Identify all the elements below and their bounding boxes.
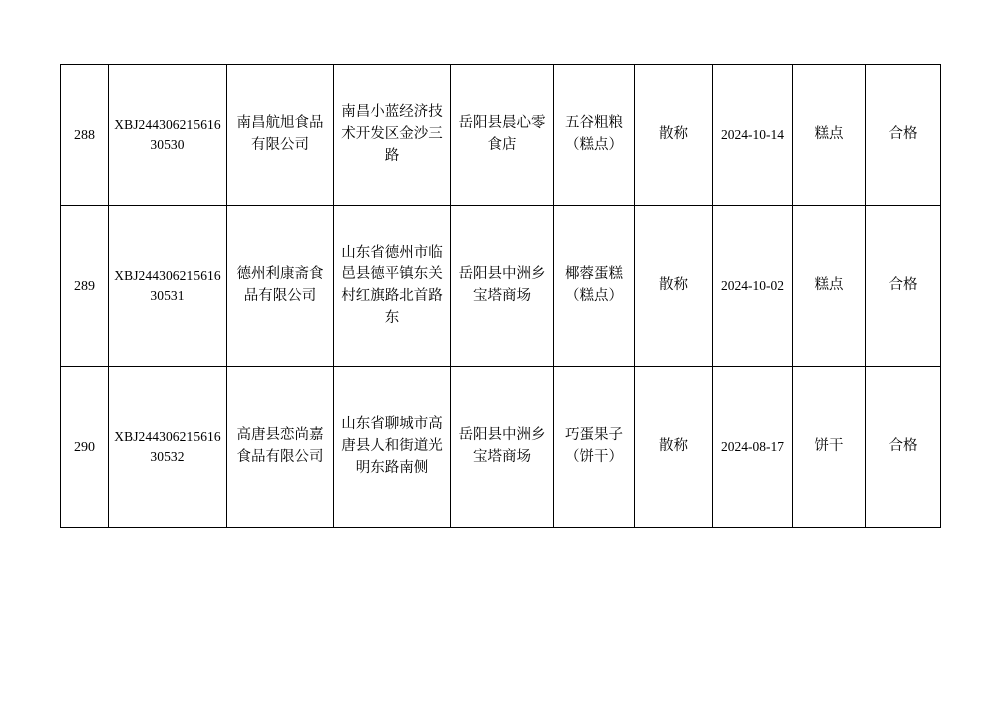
table-row [61, 367, 941, 528]
cell-spec: 散称 [635, 206, 713, 367]
cell-sample-name: 椰蓉蛋糕（糕点） [554, 206, 635, 367]
cell-spec: 散称 [635, 367, 713, 528]
cell-conclusion: 合格 [866, 206, 941, 367]
cell-date: 2024-10-14 [713, 65, 793, 206]
cell-category: 糕点 [793, 206, 866, 367]
cell-sample-no: XBJ24430621561630531 [109, 206, 227, 367]
cell-date: 2024-08-17 [713, 367, 793, 528]
cell-index: 288 [61, 65, 109, 206]
cell-unit-address: 山东省德州市临邑县德平镇东关村红旗路北首路东 [334, 206, 451, 367]
table-row [61, 65, 941, 206]
cell-sample-no: XBJ24430621561630532 [109, 367, 227, 528]
table-row [61, 206, 941, 367]
cell-sample-no: XBJ24430621561630530 [109, 65, 227, 206]
cell-spec: 散称 [635, 65, 713, 206]
cell-conclusion: 合格 [866, 367, 941, 528]
cell-unit-name: 南昌航旭食品有限公司 [227, 65, 334, 206]
cell-sample-name: 五谷粗粮（糕点） [554, 65, 635, 206]
cell-index: 290 [61, 367, 109, 528]
cell-producer: 岳阳县中洲乡宝塔商场 [451, 367, 554, 528]
inspection-results-table [60, 64, 941, 528]
cell-category: 饼干 [793, 367, 866, 528]
table-container [60, 64, 940, 528]
cell-producer: 岳阳县中洲乡宝塔商场 [451, 206, 554, 367]
cell-category: 糕点 [793, 65, 866, 206]
cell-producer: 岳阳县晨心零食店 [451, 65, 554, 206]
cell-unit-address: 南昌小蓝经济技术开发区金沙三路 [334, 65, 451, 206]
cell-unit-name: 高唐县恋尚嘉食品有限公司 [227, 367, 334, 528]
cell-unit-address: 山东省聊城市高唐县人和街道光明东路南侧 [334, 367, 451, 528]
cell-sample-name: 巧蛋果子（饼干） [554, 367, 635, 528]
cell-index: 289 [61, 206, 109, 367]
cell-date: 2024-10-02 [713, 206, 793, 367]
cell-conclusion: 合格 [866, 65, 941, 206]
cell-unit-name: 德州利康斋食品有限公司 [227, 206, 334, 367]
